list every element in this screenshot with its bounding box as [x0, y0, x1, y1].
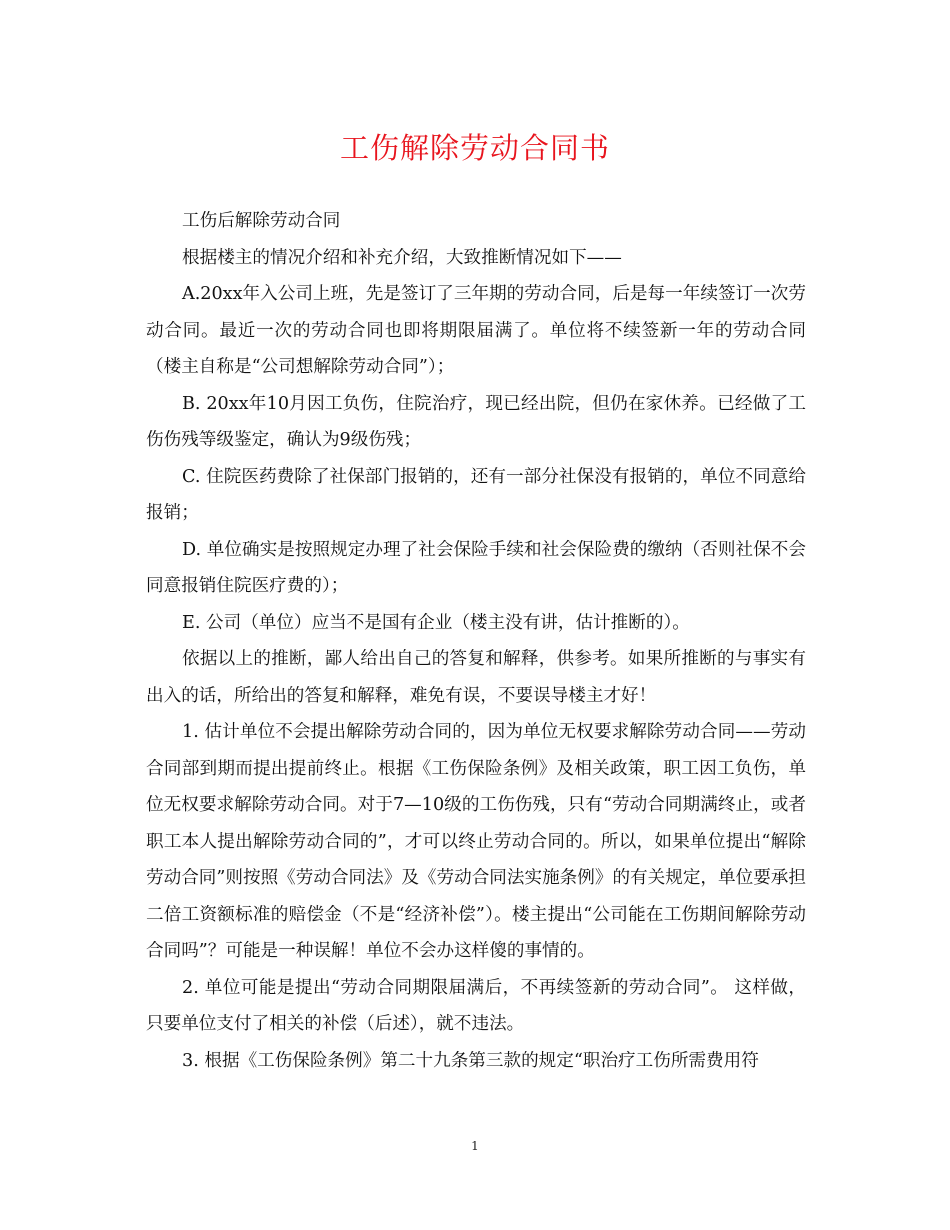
paragraph-intro: 根据楼主的情况介绍和补充介绍，大致推断情况如下—— [182, 247, 622, 268]
document-body [146, 203, 806, 1079]
document-title: 工伤解除劳动合同书 [339, 131, 610, 165]
paragraph-item-a: A.20xx年入公司上班，先是签订了三年期的劳动合同，后是每一年续签订一次劳动合同。最近一次的劳动合同也即将期限届满了。单位将不续签新一年的劳动合同（楼主自称是“公司想解除劳动合同”）； [146, 284, 806, 377]
paragraph-item-e: E. 公司（单位）应当不是国有企业（楼主没有讲，估计推断的）。 [182, 612, 690, 633]
paragraph-item-d: D. 单位确实是按照规定办理了社会保险手续和社会保险费的缴纳（否则社保不会同意报销住院医疗费的）； [146, 539, 806, 596]
paragraph-point-3: 3. 根据《工伤保险条例》第二十九条第三款的规定“职治疗工伤所需费用符 [182, 1050, 759, 1071]
paragraph-subtitle: 工伤后解除劳动合同 [182, 211, 341, 231]
paragraph-point-2: 2. 单位可能是提出“劳动合同期限届满后，不再续签新的劳动合同”。 这样做，只要单位支付了相关的补偿（后述），就不违法。 [146, 977, 806, 1034]
page-number: 1 [471, 1139, 479, 1153]
paragraph-item-b: B. 20xx年10月因工负伤，住院治疗，现已经出院，但仍在家休养。已经做了工伤伤残等级鉴定，确认为9级伤残； [146, 393, 806, 450]
paragraph-point-1: 1. 估计单位不会提出解除劳动合同的，因为单位无权要求解除劳动合同——劳动合同部到期而提出提前终止。根据《工伤保险条例》及相关政策，职工因工负伤，单位无权要求解除劳动合同。对于7—10级的工伤伤残，只有“劳动合同期满终止，或者职工本人提出解除劳动合同的”，才可以终止劳动合同的。所以，如果单位提出“解除劳动合同”则按照《劳动合同法》及《劳动合同法实施条例》的有关规定，单位要承担二倍工资额标准的赔偿金（不是“经济补偿”）。楼主提出“公司能在工伤期间解除劳动合同吗”？可能是一种误解！单位不会办这样傻的事情的。 [146, 722, 806, 961]
paragraph-item-c: C. 住院医药费除了社保部门报销的，还有一部分社保没有报销的，单位不同意给报销； [146, 466, 806, 523]
paragraph-disclaimer: 依据以上的推断，鄙人给出自己的答复和解释，供参考。如果所推断的与事实有出入的话，所给出的答复和解释，难免有误，不要误导楼主才好！ [146, 649, 806, 706]
